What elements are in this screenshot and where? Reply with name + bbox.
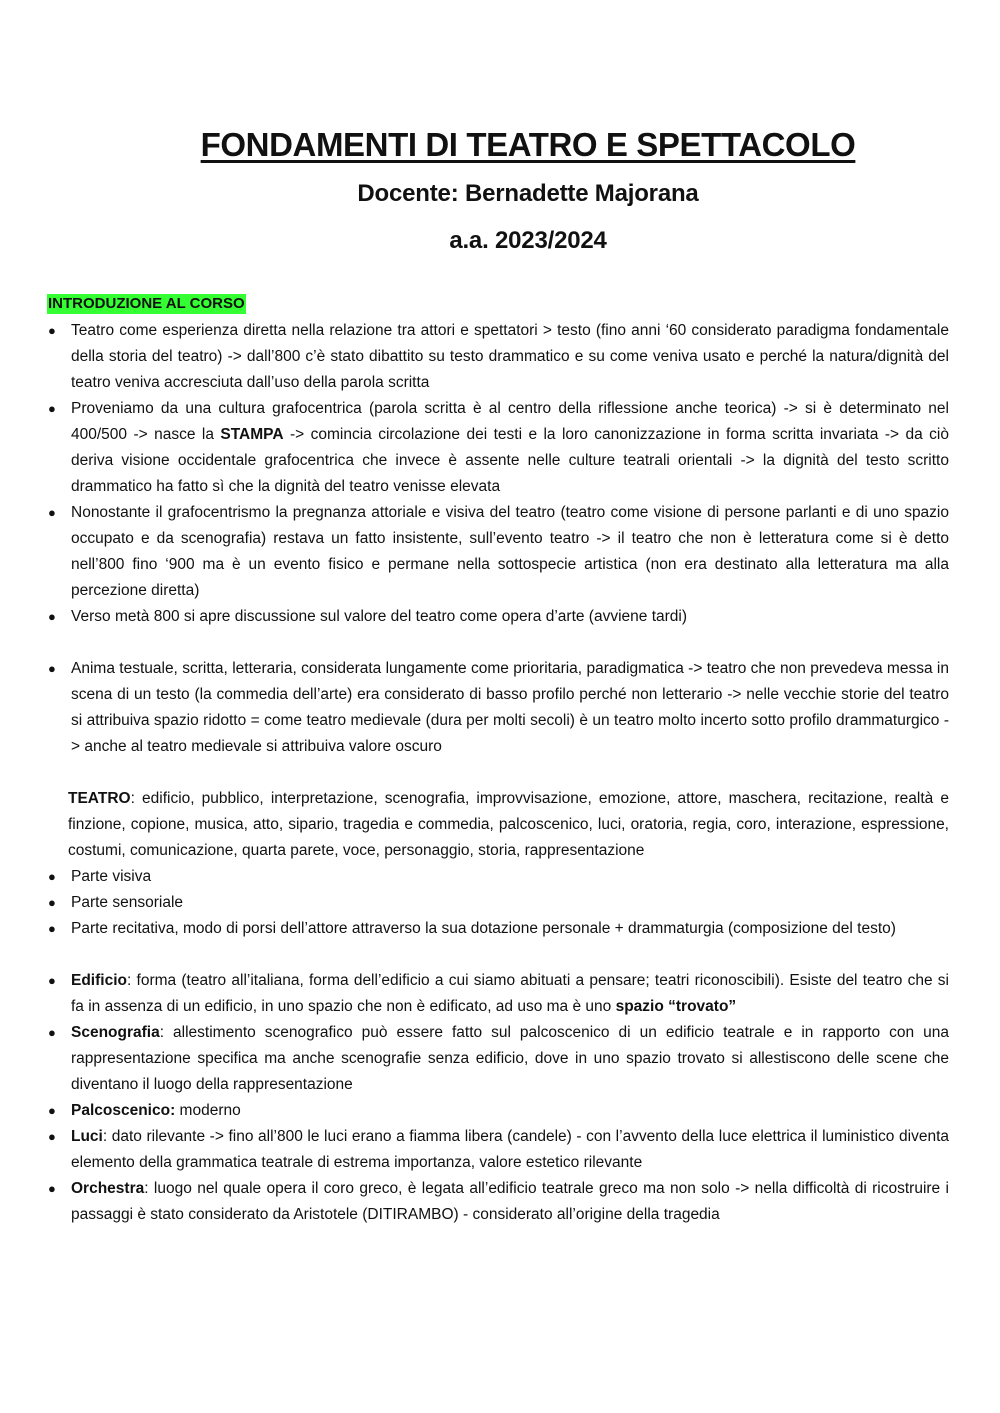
anima-bullet-list [47, 656, 949, 760]
section-heading-highlighted: INTRODUZIONE AL CORSO [48, 295, 245, 312]
lecturer-line: Docente: Bernadette Majorana [357, 180, 699, 207]
bullet-item: ● Verso metà 800 si apre discussione sul valore del teatro come opera d’arte (avviene tardi) [47, 604, 949, 630]
bullet-item [47, 396, 949, 500]
glossary-item [47, 1176, 949, 1228]
blank-line [47, 942, 949, 968]
bullet-item: ● Anima testuale, scritta, letteraria, considerata lungamente come prioritaria, paradigmatica -> teatro che non prevedeva messa in scena di un testo (la commedia dell’arte) era considerato di basso profilo perché non letterario -> nelle vecchie storie del teatro si attribuiva spazio ridotto = come teatro medievale (dura per molti secoli) è un teatro molto incerto sotto profilo drammaturgico -> anche al teatro medievale si attribuiva valore oscuro [47, 656, 949, 760]
bullet-item: ● Nonostante il grafocentrismo la pregnanza attoriale e visiva del teatro (teatro come visione di persone parlanti e di uno spazio occupato e da scenografia) restava un fatto insistente, sull’evento teatro -> il teatro che non è letteratura come si è detto nell’800 fino ‘900 ma è un evento fisico e permane nella sottospecie artistica (non era destinato alla letteratura ma alla percezione diretta) [47, 500, 949, 604]
glossary-text: : allestimento scenografico può essere fatto sul palcoscenico di un edificio teatrale e in rapporto con una rappresentazione specifica ma anche scenografie senza edificio, dove in uno spazio trovato si allestiscono delle scene che diventano il luogo della rappresentazione [71, 1024, 949, 1093]
intro-bullet-list [47, 318, 949, 630]
glossary-term: Orchestra [71, 1180, 145, 1197]
paragraph-text: : edificio, pubblico, interpretazione, scenografia, improvvisazione, emozione, attore, maschera, recitazione, realtà e finzione, copione, musica, atto, sipario, tragedia e commedia, palcoscenico, luci, oratoria, regia, coro, interazione, espressione, costumi, comunicazione, quarta parete, voce, personaggio, storia, rappresentazione [68, 790, 949, 859]
glossary-text: : dato rilevante -> fino all’800 le luci erano a fiamma libera (candele) - con l’avvento della luce elettrica il luministico diventa elemento della grammatica teatrale di estrema importanza, valore estetico rilevante [71, 1128, 949, 1171]
bold-term: TEATRO [68, 790, 131, 807]
bold-term: STAMPA [220, 426, 284, 443]
glossary-term: Scenografia [71, 1024, 160, 1041]
glossary-text: moderno [175, 1102, 241, 1119]
glossary-item [47, 1124, 949, 1176]
glossary-item [47, 968, 949, 1020]
bullet-text: -> comincia circolazione dei testi e la loro canonizzazione in forma scritta invariata -> da ciò deriva visione occidentale grafocentrica che invece è assente nelle culture teatrali orientali -> la dignità del testo scritto drammatico ha fatto sì che la dignità del teatro venisse elevata [71, 426, 949, 495]
glossary-term: Palcoscenico: [71, 1102, 176, 1119]
bullet-item: ● Parte sensoriale [47, 890, 949, 916]
bullet-text: Proveniamo da una cultura grafocentrica (parola scritta è al centro della riflessione anche teorica) -> si è determinato nel 400/500 -> nasce la [71, 400, 949, 443]
glossary-term: Edificio [71, 972, 127, 989]
document-title: FONDAMENTI DI TEATRO E SPETTACOLO [200, 126, 856, 163]
glossary-bullet-list [47, 968, 949, 1228]
teatro-keywords-paragraph [47, 786, 949, 864]
bullet-item: ● Parte visiva [47, 864, 949, 890]
document-body [47, 291, 949, 1228]
bullet-item: ● Parte recitativa, modo di porsi dell’attore attraverso la sua dotazione personale + drammaturgia (composizione del testo) [47, 916, 949, 942]
glossary-item [47, 1098, 949, 1124]
bold-term: spazio “trovato” [615, 998, 737, 1015]
parti-bullet-list [47, 864, 949, 942]
glossary-item [47, 1020, 949, 1098]
academic-year: a.a. 2023/2024 [449, 227, 607, 254]
glossary-text: : forma (teatro all’italiana, forma dell’edificio a cui siamo abituati a pensare; teatri riconoscibili). Esiste del teatro che si fa in assenza di un edificio, in uno spazio che non è edificato, ad uso ma è uno [71, 972, 949, 1015]
blank-line [47, 630, 949, 656]
bullet-item: ● Teatro come esperienza diretta nella relazione tra attori e spettatori > testo (fino anni ‘60 considerato paradigma fondamentale della storia del teatro) -> dall’800 c’è stato dibattito su testo drammatico e su come veniva usato e perché la natura/dignità del teatro veniva accresciuta dall’uso della parola scritta [47, 318, 949, 396]
glossary-text: : luogo nel quale opera il coro greco, è legata all’edificio teatrale greco ma non solo -> nella difficoltà di ricostruire i passaggi è stato considerato da Aristotele (DITIRAMBO) - considerato all’origine della tragedia [71, 1180, 949, 1223]
glossary-term: Luci [71, 1128, 103, 1145]
blank-line [47, 760, 949, 786]
